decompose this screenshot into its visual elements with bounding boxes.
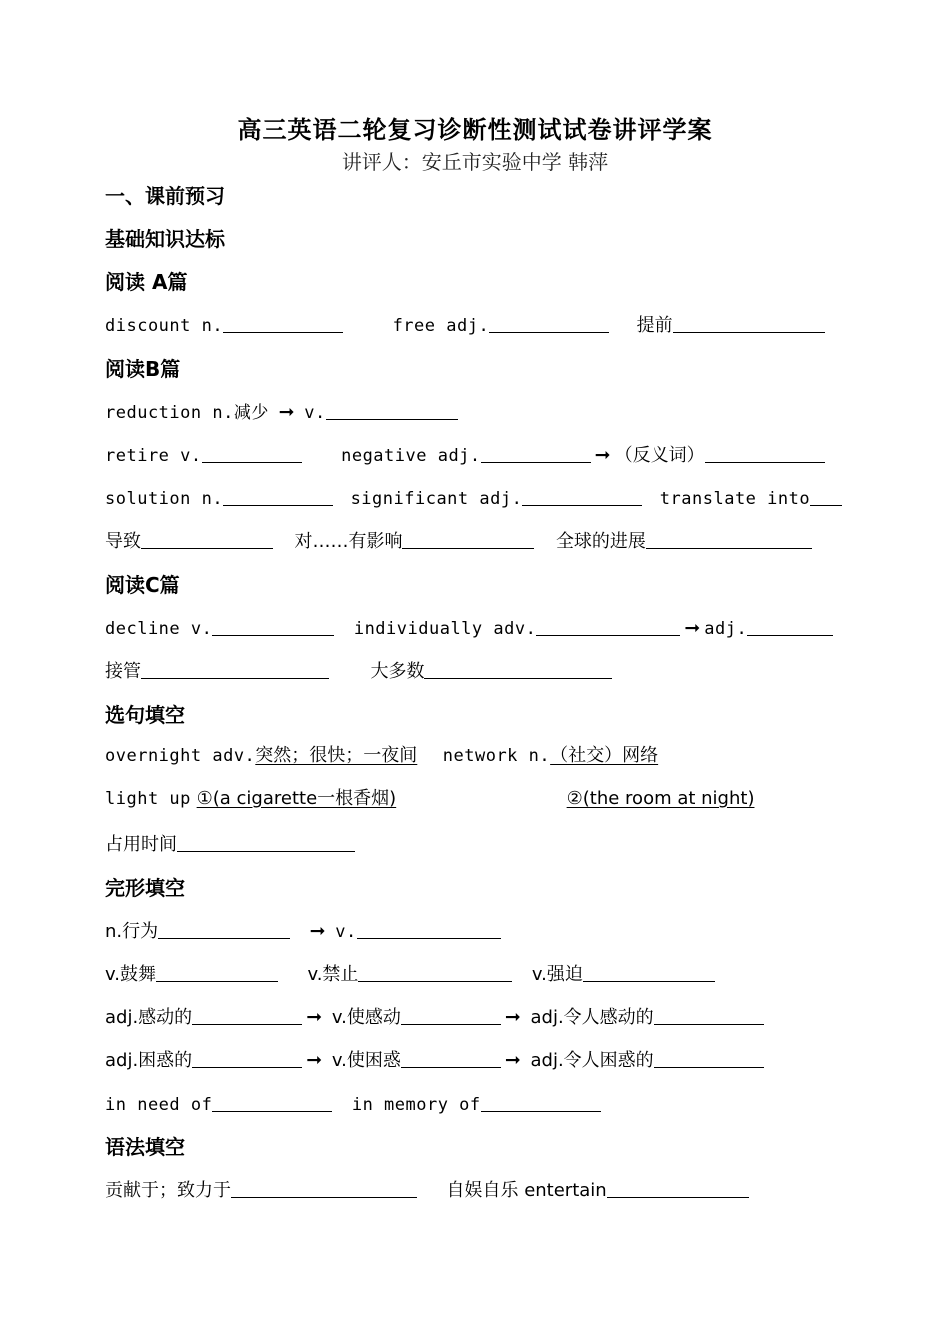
answer-blank[interactable] xyxy=(141,526,273,549)
answer-blank[interactable] xyxy=(192,1002,302,1025)
term-impact: 对……有影响 xyxy=(294,531,403,552)
answer-blank[interactable] xyxy=(401,1002,501,1025)
arrow-icon: ➞ xyxy=(306,1049,323,1071)
term-retire: retire v. xyxy=(105,446,202,466)
term-take-over: 接管 xyxy=(105,661,141,682)
reading-a-line xyxy=(105,308,825,338)
arrow-icon: ➞ xyxy=(504,1006,521,1028)
term-ban: v.禁止 xyxy=(307,964,359,985)
answer-blank[interactable] xyxy=(223,483,333,506)
answer-light-up-2: ②(the room at night) xyxy=(566,788,755,809)
answer-blank[interactable] xyxy=(583,959,715,982)
cloze-line-4 xyxy=(105,1043,764,1073)
section-cloze: 完形填空 xyxy=(105,876,185,900)
answer-blank[interactable] xyxy=(402,526,534,549)
answer-blank[interactable] xyxy=(607,1175,749,1198)
term-overnight: overnight adv. xyxy=(105,746,256,766)
answer-blank[interactable] xyxy=(536,613,680,636)
answer-blank[interactable] xyxy=(424,656,612,679)
answer-blank[interactable] xyxy=(401,1045,501,1068)
answer-blank[interactable] xyxy=(522,483,642,506)
term-discount: discount n. xyxy=(105,316,224,336)
reading-b-line-4 xyxy=(105,524,812,554)
term-antonym: （反义词） xyxy=(614,445,705,466)
reading-c-line-2 xyxy=(105,654,612,684)
term-v: v. xyxy=(335,922,357,942)
answer-blank[interactable] xyxy=(202,440,302,463)
section-reading-a: 阅读 A篇 xyxy=(105,270,188,294)
reading-b-line-3 xyxy=(105,481,842,511)
answer-blank[interactable] xyxy=(231,1175,417,1198)
answer-blank[interactable] xyxy=(326,397,458,420)
answer-blank[interactable] xyxy=(177,829,355,852)
term-in-memory-of: in memory of xyxy=(351,1095,481,1115)
answer-blank[interactable] xyxy=(212,1089,332,1112)
page-subtitle: 讲评人：安丘市实验中学 韩萍 xyxy=(341,150,609,174)
arrow-icon: ➞ xyxy=(278,401,295,423)
sentence-fill-line-1 xyxy=(105,741,658,771)
term-translate: translate into xyxy=(659,489,811,509)
term-free: free adj. xyxy=(392,316,490,336)
answer-blank[interactable] xyxy=(481,440,591,463)
section-basics: 基础知识达标 xyxy=(105,227,225,251)
term-significant: significant adj. xyxy=(350,489,523,509)
answer-overnight: 突然；很快；一夜间 xyxy=(255,745,418,766)
term-v: v. xyxy=(304,403,326,423)
grammar-line-1 xyxy=(105,1173,749,1203)
term-moved: adj.感动的 xyxy=(105,1007,193,1028)
section-reading-b: 阅读B篇 xyxy=(105,357,181,381)
arrow-icon: ➞ xyxy=(594,444,611,466)
term-ahead: 提前 xyxy=(636,315,673,336)
answer-blank[interactable] xyxy=(489,310,609,333)
answer-blank[interactable] xyxy=(158,916,290,939)
arrow-icon: ➞ xyxy=(309,920,326,942)
answer-blank[interactable] xyxy=(141,656,329,679)
term-take-time: 占用时间 xyxy=(105,834,177,855)
arrow-icon: ➞ xyxy=(504,1049,521,1071)
answer-blank[interactable] xyxy=(673,310,825,333)
answer-blank[interactable] xyxy=(747,613,833,636)
cloze-line-5 xyxy=(105,1087,601,1117)
sentence-fill-line-2 xyxy=(105,784,831,814)
term-lead-to: 导致 xyxy=(105,531,141,552)
term-light-up: light up xyxy=(105,789,191,809)
section-grammar: 语法填空 xyxy=(105,1135,185,1159)
cloze-line-1 xyxy=(105,914,501,944)
term-encourage: v.鼓舞 xyxy=(105,964,156,985)
reading-b-line-2 xyxy=(105,438,825,468)
section-preview: 一、课前预习 xyxy=(105,184,225,208)
term-move: v.使感动 xyxy=(331,1007,401,1028)
term-confused: adj.困惑的 xyxy=(105,1050,193,1071)
term-confuse: v.使困惑 xyxy=(331,1050,401,1071)
term-entertain: 自娱自乐 entertain xyxy=(446,1180,607,1201)
term-majority: 大多数 xyxy=(370,661,425,682)
answer-blank[interactable] xyxy=(212,613,334,636)
term-moving: adj.令人感动的 xyxy=(530,1007,654,1028)
answer-light-up-1: ①(a cigarette一根香烟) xyxy=(196,788,397,809)
answer-blank[interactable] xyxy=(654,1002,764,1025)
section-reading-c: 阅读C篇 xyxy=(105,573,180,597)
term-individually: individually adv. xyxy=(353,619,537,639)
answer-blank[interactable] xyxy=(358,959,512,982)
term-behavior: n.行为 xyxy=(105,921,159,942)
term-negative: negative adj. xyxy=(341,446,481,466)
term-adj: adj. xyxy=(704,619,748,639)
answer-blank[interactable] xyxy=(357,916,501,939)
term-solution: solution n. xyxy=(105,489,224,509)
answer-blank[interactable] xyxy=(810,483,842,506)
term-decline: decline v. xyxy=(105,619,213,639)
reading-b-line-1 xyxy=(105,395,458,425)
term-confusing: adj.令人困惑的 xyxy=(530,1050,654,1071)
cloze-line-2 xyxy=(105,957,715,987)
answer-blank[interactable] xyxy=(481,1089,601,1112)
answer-blank[interactable] xyxy=(192,1045,302,1068)
term-reduction: reduction n.减少 xyxy=(105,403,269,423)
answer-blank[interactable] xyxy=(156,959,278,982)
answer-blank[interactable] xyxy=(654,1045,764,1068)
answer-blank[interactable] xyxy=(646,526,812,549)
page-title: 高三英语二轮复习诊断性测试试卷讲评学案 xyxy=(237,115,713,144)
answer-blank[interactable] xyxy=(223,310,343,333)
term-in-need-of: in need of xyxy=(105,1095,213,1115)
cloze-line-3 xyxy=(105,1000,764,1030)
answer-network: （社交）网络 xyxy=(550,745,659,766)
term-force: v.强迫 xyxy=(531,964,583,985)
term-global: 全球的进展 xyxy=(555,531,646,552)
answer-blank[interactable] xyxy=(705,440,825,463)
sentence-fill-line-3 xyxy=(105,827,355,857)
section-sentence-fill: 选句填空 xyxy=(105,703,185,727)
arrow-icon: ➞ xyxy=(306,1006,323,1028)
arrow-icon: ➞ xyxy=(684,617,701,639)
reading-c-line-1 xyxy=(105,611,833,641)
term-network: network n. xyxy=(442,746,551,766)
term-devote: 贡献于；致力于 xyxy=(105,1180,231,1201)
